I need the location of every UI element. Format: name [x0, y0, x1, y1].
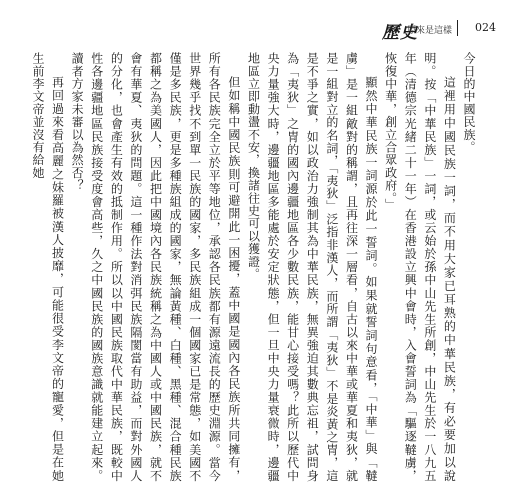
book-title: 歷史 [382, 23, 418, 43]
paragraph-2: 這裡用中國民族一詞，而不用大家已耳熟的中華民族，有必要加以說明。按「中華民族」一詞，或云始於孫中山先生所創，中山先生於一八九五年（清德宗光緒二十一年）在香港設立興中會時，入會誓詞為「驅逐韃虜，恢復中華，創立合眾政府。」 [383, 52, 457, 482]
running-header [296, 18, 496, 43]
body-text [30, 52, 478, 482]
paragraph-3: 顯然中華民族一詞源於此一誓詞。如果就誓詞句意看，「中華」與「韃虜」是一組敵對的稱謂，且再往深一層看，自古以來中華或華夏和夷狄，就是一組對立的名詞，「夷狄」泛指非漢人，而所謂「夷狄」不是炎黃之冑，這是不爭之實，如以政治力強制其為中華民族，無異強迫其數典忘祖，試問身為「夷狄」之冑的國內邊疆地區各少數民族，能甘心接受嗎？此所以歷代中央力量強大時，邊疆地區多能處於安定狀態，但一旦中央力量衰微時，邊疆地區立即動盪不安，換諸往史可以獲證。 [246, 52, 379, 482]
paragraph-5: 再回過來看高麗之妹羅被漢人披靡，可能很受李文帝的寵愛，但是在她生前李文帝並沒有給她 [30, 52, 65, 482]
header-divider [457, 20, 458, 36]
paragraph-1: 今日的中國民族。 [462, 52, 476, 154]
paragraph-4: 但如稱中國民族則可避開此一困擾，蓋中國是國內各民族所共同擁有，所有各民族完全立於平等地位，承認各民族都有源遠流長的歷史淵源。當今世界幾乎找不到單一民族的國家，多民族組成一個國家已是常態，如美國不僅是多民族，更是多種族組成的國家，無論黃種、白種、黑種、混合種民族都稱之為美國人，因此把中國境內各民族統稱之為中國人或中國民族，就不會有華夏、夷狄的問題。這一種作法對消弭民族隔閡當有助益，而對外國人的分化，也會產生有效的抵制作用。所以以中國民族取代中華民族，既較中性各邊疆地區民族接受度會高些，久之中國民族的國族意識就能建立起來。讀者方家未審以為然否？ [70, 52, 241, 482]
book-subtitle: 原來是這樣 [406, 26, 452, 36]
page-number: 024 [475, 21, 496, 34]
